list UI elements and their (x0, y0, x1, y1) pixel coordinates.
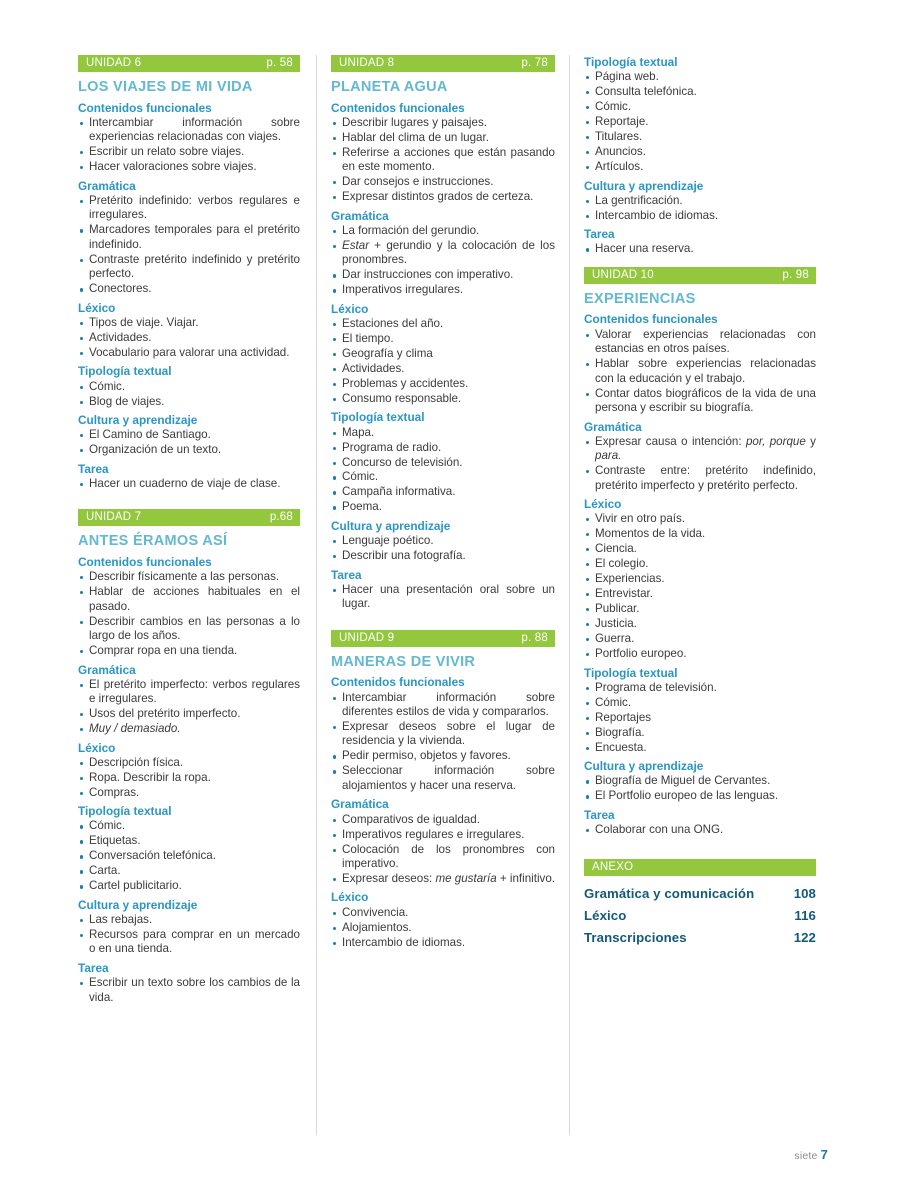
list-item: Contraste pretérito indefinido y pretérito perfecto. (78, 253, 300, 282)
toc-columns (78, 55, 828, 1135)
page-footer (794, 1147, 828, 1162)
list-item: Justicia. (584, 617, 816, 631)
list-item: Momentos de la vida. (584, 527, 816, 541)
unit-block-unidad-7 (78, 509, 300, 1005)
list-item: El Camino de Santiago. (78, 428, 300, 442)
list-item: Publicar. (584, 602, 816, 616)
toc-column-3 (570, 55, 816, 1135)
section-heading-lexico: Léxico (584, 497, 622, 512)
unit-title: ANTES ÉRAMOS ASÍ (78, 533, 228, 550)
list-item: Biografía de Miguel de Cervantes. (584, 774, 816, 788)
unit-header-bar[interactable] (331, 630, 555, 647)
section-item-list (584, 774, 816, 803)
section-item-list (78, 477, 300, 491)
unit-header-bar[interactable] (331, 55, 555, 72)
list-item: Expresar deseos: me gustaría + infinitivo. (331, 872, 555, 886)
list-item: Geografía y clima (331, 347, 555, 361)
unit-header-bar[interactable] (584, 267, 816, 284)
list-item: Convivencia. (331, 906, 555, 920)
list-item: Vivir en otro país. (584, 512, 816, 526)
section-heading-cultura-y-aprendizaje: Cultura y aprendizaje (78, 897, 198, 912)
section-item-list (331, 534, 555, 563)
list-item: Cómic. (78, 819, 300, 833)
list-item: Consulta telefónica. (584, 85, 816, 99)
section-heading-gramatica: Gramática (584, 419, 642, 434)
list-item: Cómic. (331, 470, 555, 484)
list-item: Describir cambios en las personas a lo largo de los años. (78, 615, 300, 644)
section-item-list (331, 317, 555, 406)
section-item-list (584, 435, 816, 493)
list-item: Tipos de viaje. Viajar. (78, 316, 300, 330)
section-item-list (78, 678, 300, 737)
list-item: Cómic. (584, 100, 816, 114)
unit-title: MANERAS DE VIVIR (331, 653, 476, 670)
list-item: Colaborar con una ONG. (584, 823, 816, 837)
unit-label: UNIDAD 6 (86, 57, 142, 69)
unit-label: UNIDAD 10 (592, 268, 654, 281)
section-heading-lexico: Léxico (78, 300, 116, 315)
section-item-list (331, 691, 555, 794)
section-heading-tarea: Tarea (78, 461, 109, 476)
list-item: Reportajes (584, 711, 816, 725)
anexo-row-page: 108 (793, 886, 816, 902)
list-item: Lenguaje poético. (331, 534, 555, 548)
section-heading-tarea: Tarea (78, 960, 109, 975)
section-heading-cultura-y-aprendizaje: Cultura y aprendizaje (584, 759, 704, 774)
unit-label: UNIDAD 8 (339, 57, 395, 69)
unit-label: UNIDAD 7 (86, 511, 142, 524)
list-item: Colocación de los pronombres con imperativo. (331, 843, 555, 872)
list-item: Vocabulario para valorar una actividad. (78, 346, 300, 360)
section-heading-cultura-y-aprendizaje: Cultura y aprendizaje (584, 178, 704, 193)
footer-word: siete (794, 1150, 818, 1162)
list-item: Biografía. (584, 726, 816, 740)
section-heading-tipologia-textual: Tipología textual (331, 410, 425, 425)
unit-header-bar[interactable] (78, 509, 300, 526)
anexo-row-page: 122 (793, 930, 816, 946)
list-item: Seleccionar información sobre alojamientos y hacer una reserva. (331, 764, 555, 793)
list-item: Ropa. Describir la ropa. (78, 771, 300, 785)
list-item: Expresar distintos grados de certeza. (331, 190, 555, 204)
list-item: Ciencia. (584, 542, 816, 556)
section-item-list (584, 823, 816, 837)
list-item: La gentrificación. (584, 194, 816, 208)
anexo-row-lexico[interactable] (584, 908, 816, 923)
list-item: Actividades. (78, 331, 300, 345)
section-heading-tarea: Tarea (331, 567, 362, 582)
list-item: El Portfolio europeo de las lenguas. (584, 789, 816, 803)
list-item: Cómic. (584, 696, 816, 710)
section-heading-contenidos-funcionales: Contenidos funcionales (584, 312, 718, 327)
section-item-list (331, 906, 555, 950)
list-item: Las rebajas. (78, 913, 300, 927)
section-item-list (78, 116, 300, 175)
unit-title: LOS VIAJES DE MI VIDA (78, 79, 253, 95)
section-item-list (584, 70, 816, 174)
section-heading-tipologia-textual: Tipología textual (78, 804, 172, 819)
list-item: Imperativos irregulares. (331, 283, 555, 297)
list-item: Hacer una reserva. (584, 242, 816, 256)
unit-page-number: p. 78 (521, 57, 548, 69)
unit-title: PLANETA AGUA (331, 79, 448, 95)
list-item: Estar + gerundio y la colocación de los pronombres. (331, 239, 555, 268)
section-heading-tarea: Tarea (584, 807, 615, 822)
section-heading-tipologia-textual: Tipología textual (78, 364, 172, 379)
section-item-list (331, 116, 555, 205)
section-item-list (584, 242, 816, 256)
list-item: Dar instrucciones con imperativo. (331, 268, 555, 282)
section-heading-cultura-y-aprendizaje: Cultura y aprendizaje (78, 413, 198, 428)
section-heading-contenidos-funcionales: Contenidos funcionales (331, 675, 465, 690)
list-item: Escribir un relato sobre viajes. (78, 145, 300, 159)
list-item: Usos del pretérito imperfecto. (78, 707, 300, 721)
section-item-list (78, 913, 300, 957)
list-item: Referirse a acciones que están pasando en este momento. (331, 146, 555, 175)
section-item-list (584, 512, 816, 661)
list-item: Poema. (331, 500, 555, 514)
anexo-row-label: Léxico (584, 908, 627, 924)
section-heading-tarea: Tarea (584, 227, 615, 242)
list-item: Guerra. (584, 632, 816, 646)
section-item-list (331, 426, 555, 515)
section-heading-tipologia-textual: Tipología textual (584, 665, 678, 680)
list-item: Conversación telefónica. (78, 849, 300, 863)
anexo-row-page: 116 (794, 908, 816, 924)
anexo-bar-label: ANEXO (584, 859, 816, 876)
section-heading-gramatica: Gramática (331, 797, 389, 812)
list-item: Actividades. (331, 362, 555, 376)
unit-page-number: p. 58 (266, 57, 293, 69)
toc-column-1 (78, 55, 316, 1135)
list-item: Hacer una presentación oral sobre un lugar. (331, 583, 555, 612)
list-item: Intercambio de idiomas. (331, 936, 555, 950)
anexo-row-label: Gramática y comunicación (584, 886, 755, 902)
unit-block-unidad-8 (331, 55, 555, 612)
list-item: Hablar de acciones habituales en el pasado. (78, 585, 300, 614)
list-item: El pretérito imperfecto: verbos regulares e irregulares. (78, 678, 300, 707)
list-item: Valorar experiencias relacionadas con estancias en otros países. (584, 328, 816, 357)
list-item: Expresar causa o intención: por, porque y para. (584, 435, 816, 464)
section-heading-contenidos-funcionales: Contenidos funcionales (331, 100, 465, 115)
list-item: Hablar del clima de un lugar. (331, 131, 555, 145)
toc-column-2 (316, 55, 570, 1135)
list-item: Anuncios. (584, 145, 816, 159)
list-item: Portfolio europeo. (584, 647, 816, 661)
list-item: Organización de un texto. (78, 443, 300, 457)
unit-block-unidad-10 (584, 267, 816, 838)
unit-header-bar[interactable] (78, 55, 300, 72)
list-item: Pretérito indefinido: verbos regulares e irregulares. (78, 194, 300, 223)
list-item: La formación del gerundio. (331, 224, 555, 238)
list-item: Etiquetas. (78, 834, 300, 848)
list-item: Descripción física. (78, 756, 300, 770)
section-item-list (78, 194, 300, 297)
list-item: Entrevistar. (584, 587, 816, 601)
unit-continuation-block (584, 55, 816, 257)
section-item-list (331, 224, 555, 298)
section-item-list (78, 976, 300, 1005)
unit-page-number: p. 98 (782, 268, 809, 281)
list-item: Campaña informativa. (331, 485, 555, 499)
section-heading-contenidos-funcionales: Contenidos funcionales (78, 100, 212, 115)
list-item: El tiempo. (331, 332, 555, 346)
section-item-list (78, 756, 300, 800)
section-heading-lexico: Léxico (331, 890, 369, 905)
unit-label: UNIDAD 9 (339, 631, 395, 644)
list-item: Hablar sobre experiencias relacionadas con la educación y el trabajo. (584, 357, 816, 386)
list-item: Muy / demasiado. (78, 722, 300, 736)
section-heading-gramatica: Gramática (331, 208, 389, 223)
list-item: Hacer un cuaderno de viaje de clase. (78, 477, 300, 491)
list-item: Comprar ropa en una tienda. (78, 644, 300, 658)
anexo-row-gramatica-y-comunicacion[interactable] (584, 886, 816, 901)
anexo-block (584, 859, 816, 945)
section-item-list (584, 194, 816, 223)
list-item: Programa de radio. (331, 441, 555, 455)
list-item: Problemas y accidentes. (331, 377, 555, 391)
list-item: Blog de viajes. (78, 395, 300, 409)
unit-page-number: p. 88 (521, 631, 548, 644)
anexo-row-transcripciones[interactable] (584, 930, 816, 945)
section-heading-lexico: Léxico (78, 740, 116, 755)
list-item: Artículos. (584, 160, 816, 174)
list-item: Consumo responsable. (331, 392, 555, 406)
section-item-list (584, 681, 816, 755)
section-item-list (78, 428, 300, 457)
list-item: Página web. (584, 70, 816, 84)
list-item: Comparativos de igualdad. (331, 813, 555, 827)
list-item: Recursos para comprar en un mercado o en una tienda. (78, 928, 300, 957)
list-item: Hacer valoraciones sobre viajes. (78, 160, 300, 174)
list-item: Contraste entre: pretérito indefinido, pretérito imperfecto y pretérito perfecto. (584, 464, 816, 493)
unit-page-number: p.68 (269, 511, 293, 524)
list-item: Intercambio de idiomas. (584, 209, 816, 223)
footer-page-number: 7 (820, 1147, 828, 1162)
section-heading-gramatica: Gramática (78, 662, 136, 677)
section-heading-lexico: Léxico (331, 301, 369, 316)
list-item: Intercambiar información sobre experiencias relacionadas con viajes. (78, 116, 300, 145)
unit-title: EXPERIENCIAS (584, 290, 696, 307)
section-item-list (78, 316, 300, 360)
list-item: Describir físicamente a las personas. (78, 570, 300, 584)
list-item: Reportaje. (584, 115, 816, 129)
section-heading-gramatica: Gramática (78, 178, 136, 193)
list-item: El colegio. (584, 557, 816, 571)
list-item: Cartel publicitario. (78, 879, 300, 893)
list-item: Intercambiar información sobre diferentes estilos de vida y compararlos. (331, 691, 555, 720)
list-item: Pedir permiso, objetos y favores. (331, 749, 555, 763)
section-item-list (78, 570, 300, 658)
unit-block-unidad-6 (78, 55, 300, 491)
list-item: Describir lugares y paisajes. (331, 116, 555, 130)
unit-block-unidad-9 (331, 630, 555, 950)
list-item: Encuesta. (584, 741, 816, 755)
list-item: Cómic. (78, 380, 300, 394)
section-item-list (331, 583, 555, 612)
anexo-row-label: Transcripciones (584, 930, 687, 946)
list-item: Mapa. (331, 426, 555, 440)
list-item: Expresar deseos sobre el lugar de residencia y la vivienda. (331, 720, 555, 749)
list-item: Imperativos regulares e irregulares. (331, 828, 555, 842)
list-item: Estaciones del año. (331, 317, 555, 331)
list-item: Escribir un texto sobre los cambios de la vida. (78, 976, 300, 1005)
section-heading-cultura-y-aprendizaje: Cultura y aprendizaje (331, 518, 451, 533)
list-item: Conectores. (78, 282, 300, 296)
list-item: Describir una fotografía. (331, 549, 555, 563)
list-item: Marcadores temporales para el pretérito indefinido. (78, 223, 300, 252)
list-item: Titulares. (584, 130, 816, 144)
list-item: Dar consejos e instrucciones. (331, 175, 555, 189)
list-item: Contar datos biográficos de la vida de una persona y escribir su biografía. (584, 387, 816, 416)
list-item: Experiencias. (584, 572, 816, 586)
list-item: Compras. (78, 786, 300, 800)
section-item-list (78, 380, 300, 409)
section-heading-contenidos-funcionales: Contenidos funcionales (78, 554, 212, 569)
list-item: Carta. (78, 864, 300, 878)
section-item-list (331, 813, 555, 887)
section-item-list (584, 328, 816, 416)
section-item-list (78, 819, 300, 893)
list-item: Programa de televisión. (584, 681, 816, 695)
list-item: Concurso de televisión. (331, 456, 555, 470)
section-heading-tipologia-textual: Tipología textual (584, 55, 678, 69)
list-item: Alojamientos. (331, 921, 555, 935)
